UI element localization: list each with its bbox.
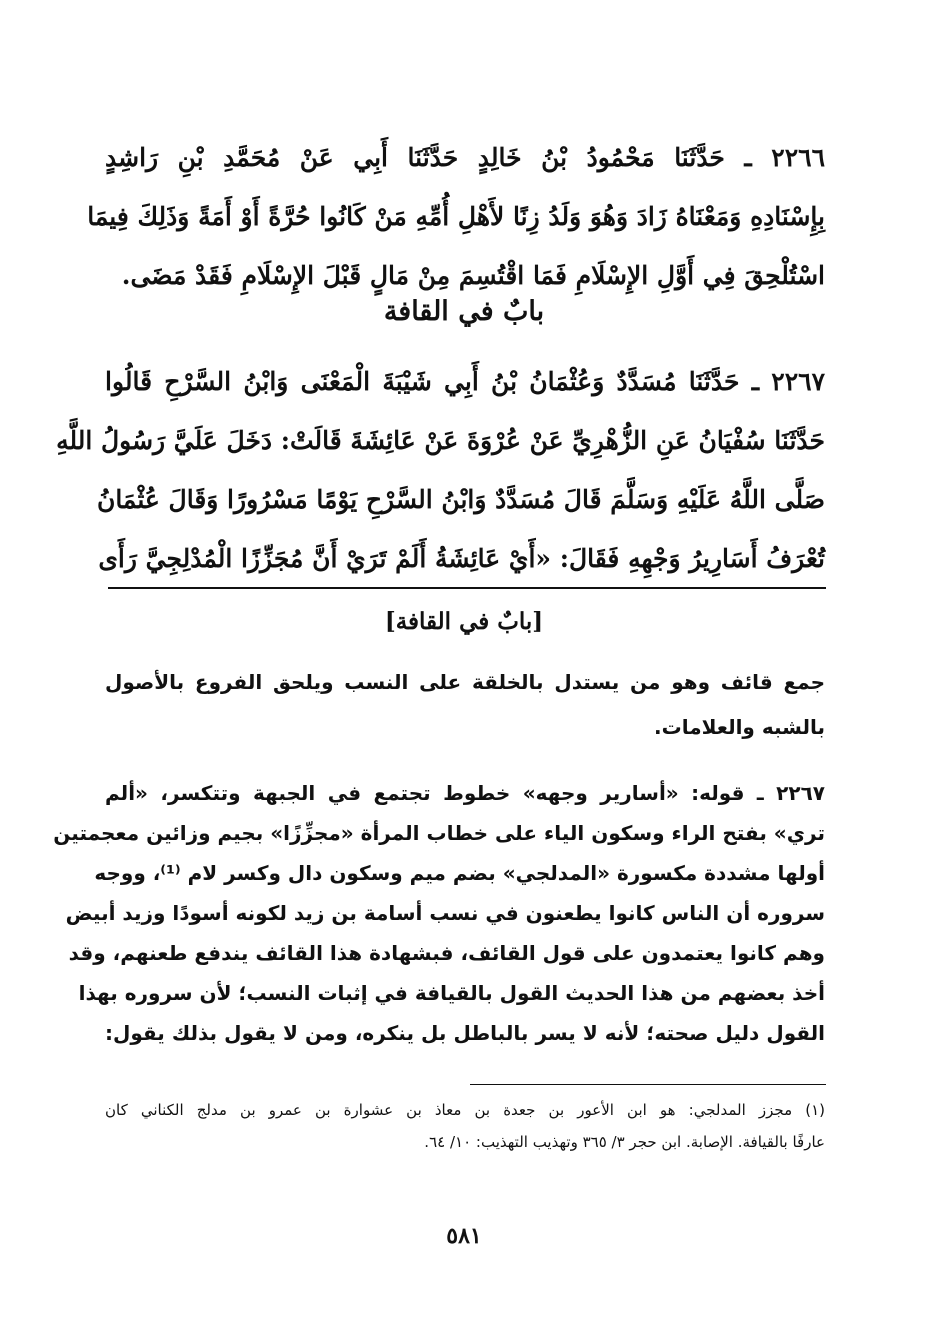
commentary-2267	[53, 773, 825, 1053]
footnote-divider	[470, 1084, 826, 1085]
commentary-2267-line: أخذ بعضهم من هذا الحديث القول بالقيافة في إثبات النسب؛ لأن سروره بهذا	[78, 981, 825, 1005]
footnote-line: عارفًا بالقيافة. الإصابة. ابن حجر ٣/ ٣٦٥ وتهذيب التهذيب: ١٠/ ٦٤.	[424, 1133, 825, 1151]
hadith-2266-line: ٢٢٦٦ ـ حَدَّثَنَا مَحْمُودُ بْنُ خَالِدٍ حَدَّثَنَا أَبِي عَنْ مُحَمَّدِ بْنِ رَاشِدٍ	[105, 143, 825, 172]
page-number: ٥٨١	[446, 1223, 482, 1249]
hadith-2266-line: بِإِسْنَادِهِ وَمَعْنَاهُ زَادَ وَهُوَ وَلَدُ زِنًا لأَهْلِ أُمِّهِ مَنْ كَانُوا حُرَّةً أَوْ أَمَةً وَذَلِكَ فِيمَا	[87, 202, 825, 231]
commentary-2267-line: ٢٢٦٧ ـ قوله: «أسارير وجهه» خطوط تجتمع في الجبهة وتتكسر، «ألم	[105, 781, 825, 805]
hadith-2267-line: صَلَّى اللَّهُ عَلَيْهِ وَسَلَّمَ قَالَ مُسَدَّدٌ وَابْنُ السَّرْحِ يَوْمًا مَسْرُورًا وَقَالَ عُثْمَانُ	[96, 485, 825, 514]
hadith-2267-line: حَدَّثَنَا سُفْيَانُ عَنِ الزُّهْرِيِّ عَنْ عُرْوَةَ عَنْ عَائِشَةَ قَالَتْ: دَخَلَ عَلَيَّ رَسُولُ اللَّهِ	[56, 426, 825, 455]
commentary-2267-line: سروره أن الناس كانوا يطعنون في نسب أسامة بن زيد لكونه أسودًا وزيد أبيض	[65, 901, 825, 925]
hadith-2266-line: اسْتُلْحِقَ فِي أَوَّلِ الإِسْلَامِ فَمَا اقْتُسِمَ مِنْ مَالٍ قَبْلَ الإِسْلَامِ فَقَدْ مَضَى.	[121, 261, 825, 290]
commentary-intro-line: جمع قائف وهو من يستدل بالخلقة على النسب ويلحق الفروع بالأصول	[105, 670, 825, 694]
chapter-heading: بابٌ في القافة	[383, 296, 545, 327]
hadith-2267-line: تُعْرَفُ أَسَارِيرُ وَجْهِهِ فَقَالَ: «أَيْ عَائِشَةُ أَلَمْ تَرَيْ أَنَّ مُجَزِّزًا الْمُدْلِجِيَّ رَأَى	[98, 544, 825, 573]
commentary-intro-line: بالشبه والعلامات.	[654, 715, 825, 739]
hadith-2267-line: ٢٢٦٧ ـ حَدَّثَنَا مُسَدَّدٌ وَعُثْمَانُ بْنُ أَبِي شَيْبَةَ الْمَعْنَى وَابْنُ السَّرْحِ قَالُوا	[105, 367, 825, 396]
commentary-2267-line: القول دليل صحته؛ لأنه لا يسر بالباطل بل ينكره، ومن لا يقول بذلك يقول:	[105, 1021, 825, 1045]
commentary-2267-line: وهم كانوا يعتمدون على قول القائف، فبشهادة هذا القائف يندفع طعنهم، وقد	[68, 941, 825, 965]
hadith-2267	[56, 352, 825, 588]
section-divider	[108, 587, 826, 589]
footnote-line: (١) مجزز المدلجي: هو ابن الأعور بن جعدة بن معاذ بن عشوارة بن عمرو بن مدلج الكناني كان	[105, 1101, 825, 1119]
commentary-2267-line: تري» بفتح الراء وسكون الياء على خطاب المرأة «مجزِّزًا» بجيم وزائين معجمتين	[53, 821, 825, 845]
hadith-2266	[87, 128, 825, 305]
commentary-heading: [بابٌ في القافة]	[384, 608, 544, 635]
footnote	[105, 1094, 825, 1158]
commentary-intro	[105, 660, 825, 750]
commentary-2267-line: أولها مشددة مكسورة «المدلجي» بضم ميم وسكون دال وكسر لام ⁽¹⁾، ووجه	[94, 861, 825, 885]
